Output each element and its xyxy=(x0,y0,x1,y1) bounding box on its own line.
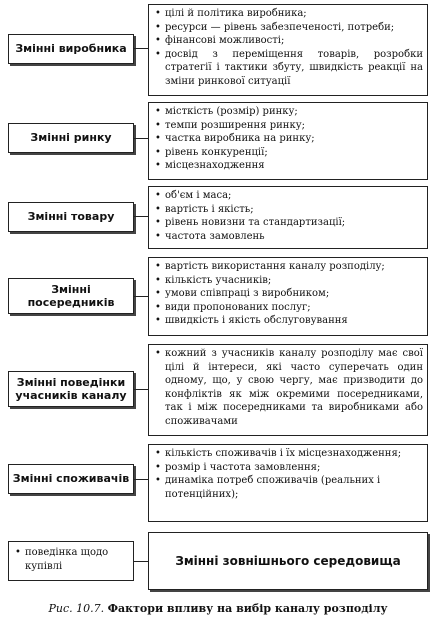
list-item: • динаміка потреб споживачів (реальних і потенційних); xyxy=(155,474,423,501)
list-item: • поведінка щодо купівлі xyxy=(15,546,129,573)
list-item: • кількість споживачів і їх місцезнаходження; xyxy=(155,447,423,461)
connector-line xyxy=(134,48,148,49)
group-label: Змінні посередників xyxy=(27,282,115,309)
list-item: • швидкість і якість обслуговування xyxy=(155,314,423,328)
label-box-market xyxy=(8,123,134,153)
list-box-product xyxy=(148,186,428,249)
figure-title: Фактори впливу на вибір каналу розподілу xyxy=(107,602,388,615)
list-item: • частота замовлень xyxy=(155,230,423,244)
list-item: • умови співпраці з виробником; xyxy=(155,287,423,301)
label-box-consumers xyxy=(8,464,134,494)
group-label: Змінні споживачів xyxy=(12,472,130,486)
figure-number: Рис. 10.7. xyxy=(48,602,105,615)
bullet-list xyxy=(155,7,423,89)
list-box-market xyxy=(148,102,428,180)
list-item: • види пропонованих послуг; xyxy=(155,301,423,315)
list-item: • вартість і якість; xyxy=(155,203,423,217)
list-item: • фінансові можливості; xyxy=(155,34,423,48)
list-item: • кількість учасників; xyxy=(155,274,423,288)
list-item: • досвід з переміщення товарів, розробки стратегії і тактики збуту, швидкість реакції на зміни ринкової ситуації xyxy=(155,48,423,89)
list-box-behavior xyxy=(8,541,134,581)
bullet-list xyxy=(155,260,423,328)
list-item: • ресурси — рівень забезпеченості, потреби; xyxy=(155,21,423,35)
list-item: • вартість використання каналу розподілу; xyxy=(155,260,423,274)
connector-line xyxy=(134,561,148,562)
list-item: • розмір і частота замовлення; xyxy=(155,461,423,475)
bullet-list xyxy=(155,105,423,173)
group-label: Змінні зовнішнього середовища xyxy=(175,553,401,568)
connector-line xyxy=(134,138,148,139)
group-label: Змінні ринку xyxy=(30,131,112,145)
group-label: Змінні поведінки учасників каналу xyxy=(15,375,127,402)
connector-line xyxy=(134,479,148,480)
list-item: • об'єм і маса; xyxy=(155,189,423,203)
group-label: Змінні виробника xyxy=(15,42,127,56)
bullet-list xyxy=(155,347,423,429)
list-box-channel-behavior xyxy=(148,344,428,436)
group-label: Змінні товару xyxy=(27,210,115,224)
list-box-consumers xyxy=(148,444,428,522)
list-item: • рівень конкуренції; xyxy=(155,146,423,160)
label-box-environment xyxy=(148,532,428,590)
connector-line xyxy=(134,216,148,217)
list-item: • рівень новизни та стандартизації; xyxy=(155,216,423,230)
list-item: • темпи розширення ринку; xyxy=(155,119,423,133)
list-item: • частка виробника на ринку; xyxy=(155,132,423,146)
list-item: • кожний з учасників каналу розподілу має свої цілі й інтереси, які часто суперечать один одному, що, у свою чергу, має призводити до конфліктів як між окремими посередниками, так і між посередниками та виробниками або споживачами xyxy=(155,347,423,429)
bullet-list xyxy=(15,546,129,573)
connector-line xyxy=(134,389,148,390)
bullet-list xyxy=(155,447,423,501)
label-box-producer xyxy=(8,34,134,64)
label-box-channel-behavior xyxy=(8,371,134,407)
list-item: • цілі й політика виробника; xyxy=(155,7,423,21)
figure-caption xyxy=(0,602,436,616)
list-item: • місцезнаходження xyxy=(155,159,423,173)
list-item: • місткість (розмір) ринку; xyxy=(155,105,423,119)
bullet-list xyxy=(155,189,423,243)
connector-line xyxy=(134,296,148,297)
list-box-intermediaries xyxy=(148,257,428,336)
list-box-producer xyxy=(148,4,428,96)
label-box-product xyxy=(8,202,134,232)
label-box-intermediaries xyxy=(8,278,134,314)
